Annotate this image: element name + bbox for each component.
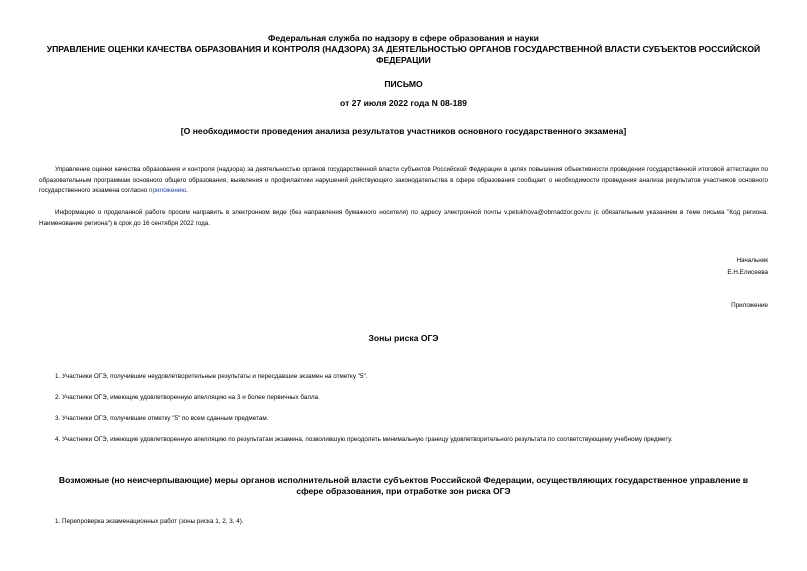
body-paragraph-1-text: Управление оценки качества образования и контроля (надзора) за деятельностью органов государственной власти субъектов Российской Федерации в целях повышения объективности проведения государственной итоговой аттестации по образовательным программам основного общего образования, выявления и профилактики нарушений действующего законодательства в сфере образования сообщает о необходимости проведения анализа результатов участников основного государственного экзамена согласно xyxy=(39,166,768,194)
appendix-link[interactable]: приложению xyxy=(149,187,187,194)
document-date-number: от 27 июля 2022 года N 08-189 xyxy=(340,98,467,108)
document-subject: [О необходимости проведения анализа результатов участников основного государственного экзамена] xyxy=(180,126,627,136)
appendix-label: Приложение xyxy=(731,302,768,309)
agency-name: Федеральная служба по надзору в сфере образования и науки xyxy=(268,33,539,43)
body-paragraph-1-end: . xyxy=(186,187,188,194)
signatory-title: Начальник xyxy=(736,257,768,264)
body-paragraph-2: Информацию о проделанной работе просим направить в электронном виде (без направления бумажного носителя) по адресу электронной почты v.petukhova@obrnadzor.gov.ru (с обязательным указанием в теме письма "Код региона. Наименование региона") в срок до 16 сентября 2022 года. xyxy=(39,209,768,227)
zones-title: Зоны риска ОГЭ xyxy=(368,333,439,343)
measures-title: Возможные (но неисчерпывающие) меры органов исполнительной власти субъектов Российской Федерации, осуществляющих государственное управление в сфере образования, при отработке зон риска ОГЭ xyxy=(58,475,749,496)
zone-item: 3. Участники ОГЭ, получившие отметку "5" по всем сданным предметам. xyxy=(55,415,269,422)
zone-item: 2. Участники ОГЭ, имеющие удовлетворенную апелляцию на 3 и более первичных балла. xyxy=(55,394,320,401)
document-type: ПИСЬМО xyxy=(384,79,423,89)
department-name: УПРАВЛЕНИЕ ОЦЕНКИ КАЧЕСТВА ОБРАЗОВАНИЯ И КОНТРОЛЯ (НАДЗОРА) ЗА ДЕЯТЕЛЬНОСТЬЮ ОРГАНОВ ГОСУДАРСТВЕННОЙ ВЛАСТИ СУБЪЕКТОВ РОССИЙСКОЙ ФЕДЕРАЦИИ xyxy=(46,44,761,65)
zone-item: 1. Участники ОГЭ, получившие неудовлетворительные результаты и пересдавшие экзамен на отметку "5". xyxy=(55,373,368,380)
zone-item: 4. Участники ОГЭ, имеющие удовлетворенную апелляцию по результатам экзамена, позволившую преодолеть минимальную границу удовлетворительного результата по соответствующему учебному предмету. xyxy=(55,436,673,443)
measure-item: 1. Перепроверка экзаменационных работ (зоны риска 1, 2, 3, 4). xyxy=(55,518,244,525)
body-paragraph-1 xyxy=(39,165,768,197)
signatory-name: Е.Н.Елисеева xyxy=(727,269,768,276)
